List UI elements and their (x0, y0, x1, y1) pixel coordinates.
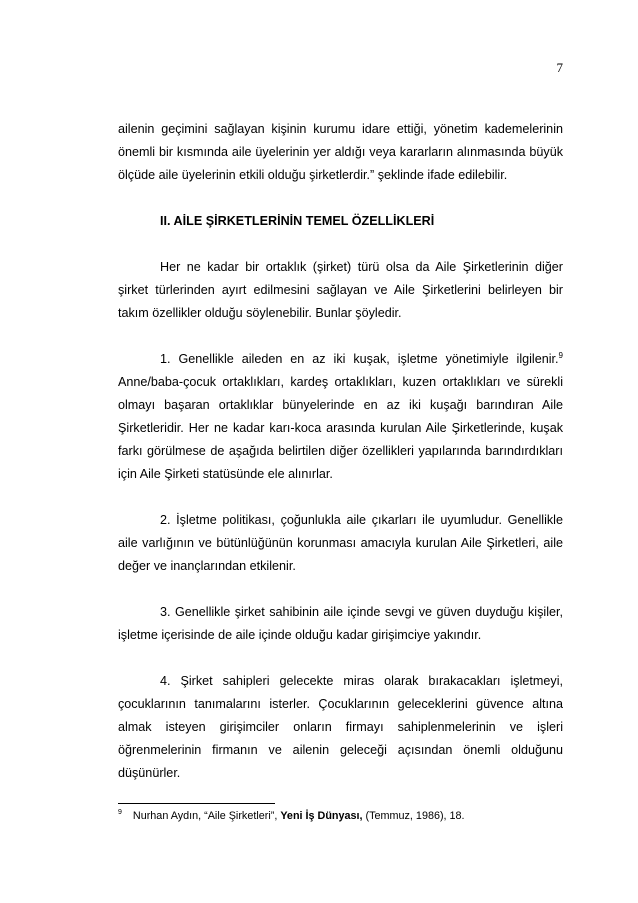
intro-paragraph: ailenin geçimini sağlayan kişinin kurumu idare ettiği, yönetim kademelerinin önemli bir kısmında aile üyelerinin yer aldığı veya kararların alınmasında büyük ölçüde aile üyelerinin etkili olduğu şirketlerdir.” şeklinde ifade edilebilir. (118, 122, 563, 182)
list-item: 4. Şirket sahipleri gelecekte miras olarak bırakacakları işletmeyi, çocuklarının tanımalarını isterler. Çocuklarının geleceklerini güvence altına almak isteyen girişimciler onların firmayı sahiplenmelerinin ve işleri öğrenmelerinin firmanın ve ailenin geleceği açısından önemli olduğunu düşünürler. (118, 674, 563, 780)
footnote-divider (118, 803, 275, 804)
footnote (118, 808, 563, 824)
body-text (118, 118, 563, 785)
list-item: 2. İşletme politikası, çoğunlukla aile çıkarları ile uyumludur. Genellikle aile varlığının ve bütünlüğünün korunması amacıyla kurulan Aile Şirketleri, aile değer ve inançlarından etkilenir. (118, 513, 563, 573)
section-heading: II. AİLE ŞİRKETLERİNİN TEMEL ÖZELLİKLERİ (160, 214, 435, 228)
footnote-publication: Yeni İş Dünyası, (280, 810, 363, 822)
list-item-lead: 1. Genellikle aileden en az iki kuşak, işletme yönetimiyle ilgilenir. (160, 352, 559, 366)
section-intro-paragraph: Her ne kadar bir ortaklık (şirket) türü olsa da Aile Şirketlerinin diğer şirket türlerinden ayırt edilmesini sağlayan ve Aile Şirketlerini belirleyen bir takım özellikler olduğu söylenebilir. Bunlar şöyledir. (118, 260, 563, 320)
list-item-continuation: Anne/baba-çocuk ortaklıkları, kardeş ortaklıkları, kuzen ortaklıkları ve sürekli olmayı başaran ortaklıklar bünyelerinde en az iki kuşağı barındıran Aile Şirketleridir. Her ne kadar karı-koca arasında kurulan Aile Şirketlerinde, kuşak farkı görülmese de aşağıda belirtilen diğer özellikleri yapılarında barındırdıkları için Aile Şirketi statüsünde ele alınırlar. (118, 375, 563, 481)
list-item (118, 348, 563, 486)
footnote-author-title: Nurhan Aydın, “Aile Şirketleri”, (132, 810, 278, 822)
page-number: 7 (556, 60, 563, 75)
footnote-details: (Temmuz, 1986), 18. (365, 810, 465, 822)
footnote-number: 9 (118, 809, 122, 817)
list-item: 3. Genellikle şirket sahibinin aile içinde sevgi ve güven duyduğu kişiler, işletme içerisinde de aile içinde olduğu kadar girişimciye yakındır. (118, 605, 563, 642)
footnote-reference: 9 (558, 350, 563, 360)
